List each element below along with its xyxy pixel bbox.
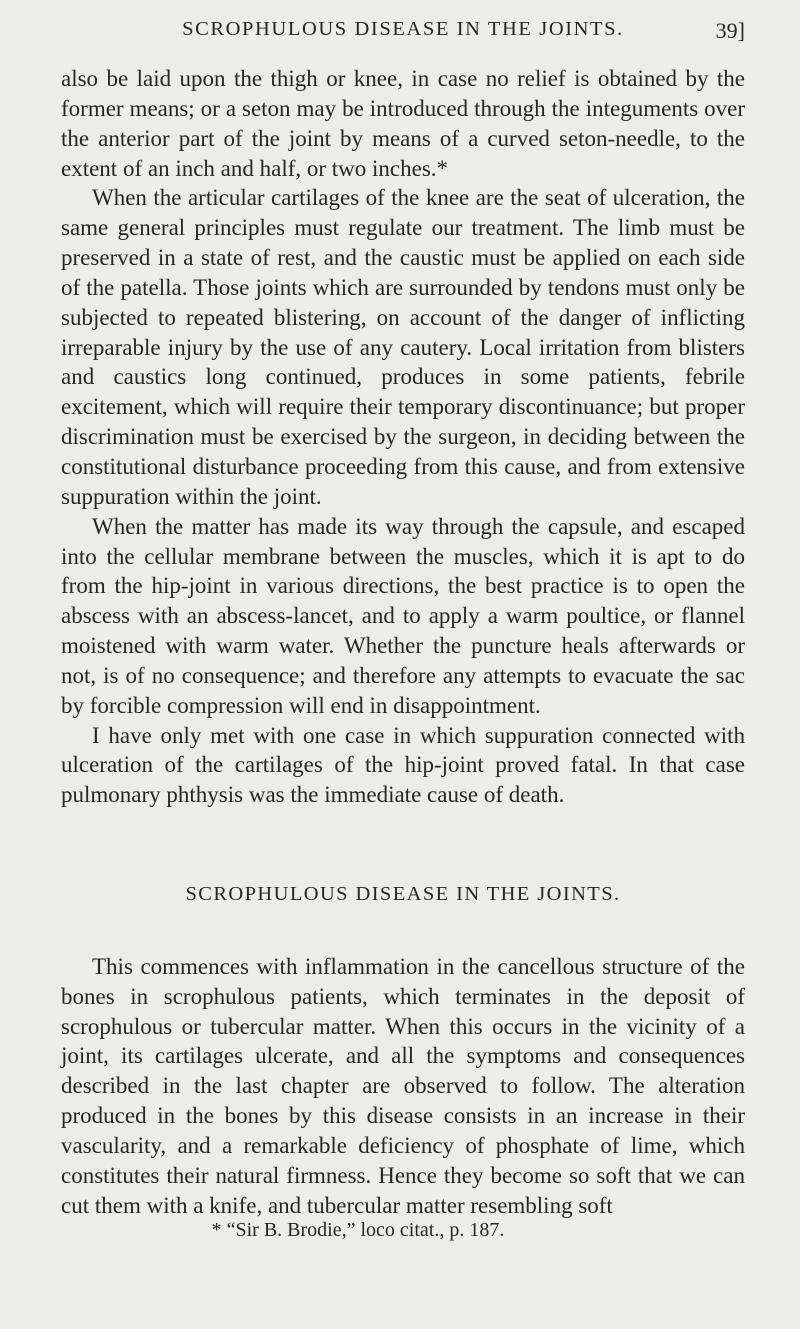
paragraph-abscess: When the matter has made its way through the capsule, and escaped into the cellular membrane between the muscles, which it is apt to do from the hip-joint in various directions, the best practice is to open the abscess with an abscess-lancet, and to apply a warm poultice, or flannel moistened with warm water. Whether the puncture heals afterwards or not, is of no consequence; and therefore any attempts to evacuate the sac by forcible compression will end in disappointment. xyxy=(61,513,745,718)
section-heading: SCROPHULOUS DISEASE IN THE JOINTS. xyxy=(185,883,621,906)
body-text xyxy=(61,64,745,1221)
page-number: 39] xyxy=(715,18,745,43)
footnote: * “Sir B. Brodie,” loco citat., p. 187. xyxy=(211,1219,505,1241)
running-head xyxy=(61,18,745,48)
paragraph-fatal-case: I have only met with one case in which suppuration connected with ulceration of the cartilages of the hip-joint proved fatal. In that case pulmonary phthysis was the immediate cause of death. xyxy=(61,722,745,808)
paragraph-knee-cartilages: When the articular cartilages of the knee are the seat of ulceration, the same general principles must regulate our treatment. The limb must be preserved in a state of rest, and the caustic must be applied on each side of the patella. Those joints which are surrounded by tendons must only be subjected to repeated blistering, on account of the danger of inflicting irreparable injury by the use of any cautery. Local irritation from blisters and caustics long continued, produces in some patients, febrile excitement, which will require their temporary discontinuance; but proper discrimination must be exercised by the surgeon, in deciding between the constitutional disturbance proceeding from this cause, and from extensive suppuration within the joint. xyxy=(61,185,745,509)
paragraph-scrophulous: This commences with inflammation in the cancellous structure of the bones in scrophulous patients, which terminates in the deposit of scrophulous or tubercular matter. When this occurs in the vicinity of a joint, its cartilages ulcerate, and all the symptoms and consequences described in the last chapter are observed to follow. The alteration produced in the bones by this disease consists in an increase in their vascularity, and a remarkable deficiency of phosphate of lime, which constitutes their natural firmness. Hence they become so soft that we can cut them with a knife, and tubercular matter resembling soft xyxy=(61,953,745,1218)
running-title: SCROPHULOUS DISEASE IN THE JOINTS. xyxy=(182,18,624,40)
paragraph-continuation: also be laid upon the thigh or knee, in case no relief is obtained by the former means; or a seton may be introduced through the integuments over the anterior part of the joint by means of a curved seton-needle, to the extent of an inch and half, or two inches.* xyxy=(61,66,745,181)
